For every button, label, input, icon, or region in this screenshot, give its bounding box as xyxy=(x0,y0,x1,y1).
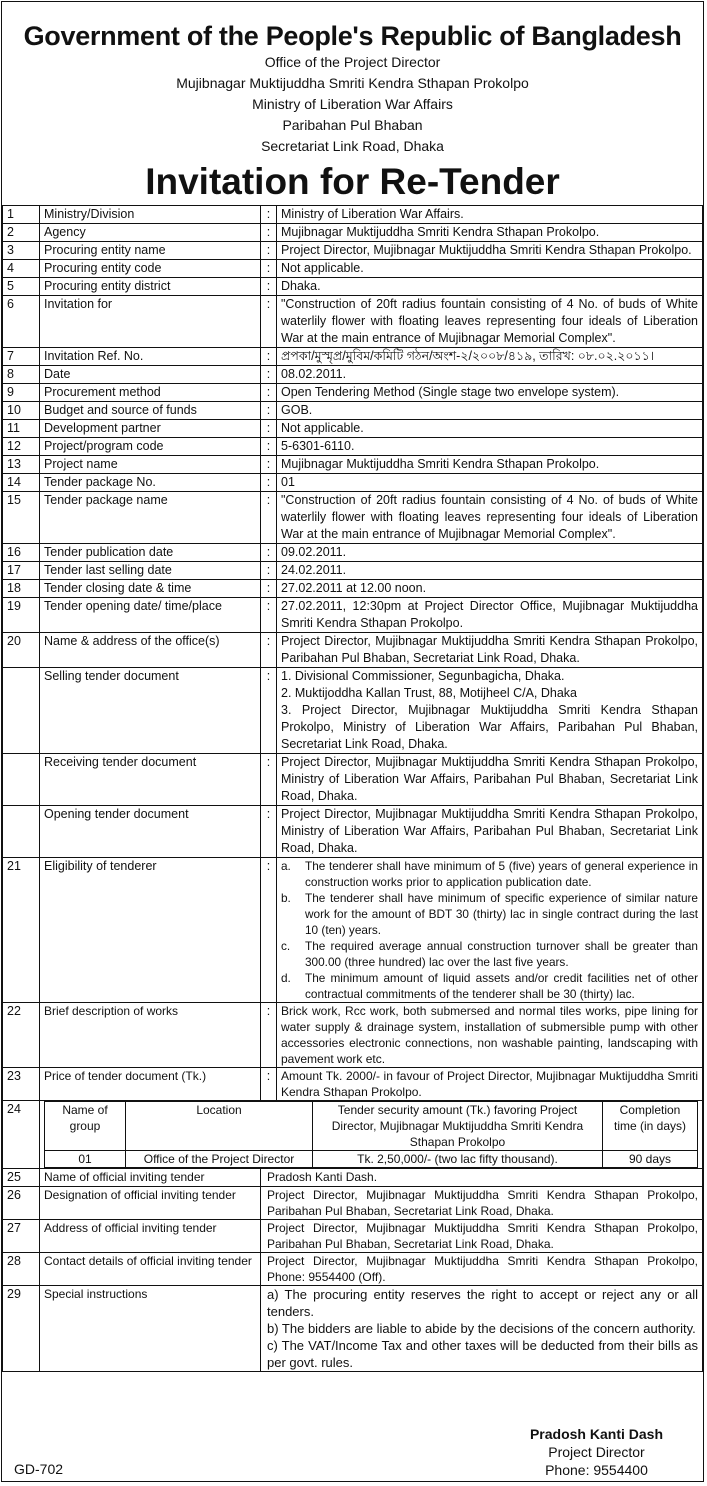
row-label: Project/program code xyxy=(40,438,261,456)
row-value: প্রপকা/মুস্মৃপ্র/মুবিম/কমিটি গঠন/অংশ-২/২০০৮/৪১৯, তারিখ: ০৮.০২.২০১১। xyxy=(277,348,703,366)
row-value: Project Director, Mujibnagar Muktijuddha Smriti Kendra Sthapan Prokolpo, Paribahan Pul Bhaban, Secretariat Link Road, Dhaka. xyxy=(277,633,703,668)
table-row xyxy=(3,384,703,402)
row-colon: : xyxy=(261,278,277,296)
row-value: 5-6301-6110. xyxy=(277,438,703,456)
row-number: 25 xyxy=(3,1169,40,1187)
row-label: Tender closing date & time xyxy=(40,580,261,598)
row-number: 10 xyxy=(3,402,40,420)
row-colon: : xyxy=(261,1068,277,1101)
row-label: Contact details of official inviting tender xyxy=(40,1253,261,1286)
row-colon: : xyxy=(261,206,277,224)
row-colon: : xyxy=(261,420,277,438)
row-label: Opening tender document xyxy=(40,806,261,858)
table-row xyxy=(3,492,703,544)
grid-completion: 90 days xyxy=(603,1151,698,1168)
row-value: Project Director, Mujibnagar Muktijuddha Smriti Kendra Sthapan Prokolpo, Ministry of Liberation War Affairs, Paribahan Pul Bhaban, Secretariat Link Road, Dhaka. xyxy=(277,806,703,858)
row-number: 26 xyxy=(3,1187,40,1220)
table-row xyxy=(3,242,703,260)
row-label: Selling tender document xyxy=(40,668,261,754)
row-label: Invitation for xyxy=(40,296,261,348)
grid-header-location: Location xyxy=(126,1102,313,1151)
table-row xyxy=(3,1220,703,1253)
row-value: 08.02.2011. xyxy=(277,366,703,384)
row-label: Development partner xyxy=(40,420,261,438)
table-row xyxy=(3,296,703,348)
table-row xyxy=(3,1253,703,1286)
row-label: Name & address of the office(s) xyxy=(40,633,261,668)
header xyxy=(2,2,703,205)
table-row xyxy=(3,260,703,278)
table-row xyxy=(3,438,703,456)
grid-header-security: Tender security amount (Tk.) favoring Project Director, Mujibnagar Muktijuddha Smriti Kendra Sthapan Prokolpo xyxy=(313,1102,603,1151)
row-value: 27.02.2011 at 12.00 noon. xyxy=(277,580,703,598)
row-colon: : xyxy=(261,668,277,754)
row-colon: : xyxy=(261,633,277,668)
table-row xyxy=(3,420,703,438)
table-row xyxy=(3,633,703,668)
ad-code: GD-702 xyxy=(14,1461,64,1477)
row-colon: : xyxy=(261,1003,277,1068)
row-value: Project Director, Mujibnagar Muktijuddha Smriti Kendra Sthapan Prokolpo, Phone: 9554400 (Off). xyxy=(261,1253,703,1286)
table-row xyxy=(3,278,703,296)
signature-block xyxy=(530,1425,663,1479)
row-colon: : xyxy=(261,580,277,598)
row-value: Dhaka. xyxy=(277,278,703,296)
row-number: 19 xyxy=(3,598,40,633)
row-number: 12 xyxy=(3,438,40,456)
row-label: Agency xyxy=(40,224,261,242)
row-label: Special instructions xyxy=(40,1286,261,1372)
row-value: 01 xyxy=(277,474,703,492)
signatory-phone: Phone: 9554400 xyxy=(545,1462,648,1478)
row-value: Pradosh Kanti Dash. xyxy=(261,1169,703,1187)
table-row xyxy=(3,1169,703,1187)
row-label: Ministry/Division xyxy=(40,206,261,224)
row-colon: : xyxy=(261,296,277,348)
row-label: Tender opening date/ time/place xyxy=(40,598,261,633)
row-colon: : xyxy=(261,754,277,806)
table-row xyxy=(3,806,703,858)
row-number: 24 xyxy=(3,1101,40,1169)
government-title: Government of the People's Republic of Bangladesh xyxy=(23,21,682,51)
table-row xyxy=(3,668,703,754)
eligibility-item: a. The tenderer shall have minimum of 5 (five) years of general experience in construction works prior to application publication date. xyxy=(281,859,698,889)
tender-notice xyxy=(1,1,704,1482)
signatory-title: Project Director xyxy=(548,1444,645,1460)
table-row xyxy=(3,366,703,384)
row-number: 21 xyxy=(3,858,40,1003)
table-row xyxy=(3,598,703,633)
grid-group: 01 xyxy=(45,1151,126,1168)
notice-title: Invitation for Re-Tender xyxy=(145,161,560,202)
table-row xyxy=(3,580,703,598)
row-value: "Construction of 20ft radius fountain consisting of 4 No. of buds of White waterlily flower with floating leaves representing four ideals of Liberation War at the main entrance of Mujibnagar Memorial Complex". xyxy=(277,492,703,544)
row-value: Not applicable. xyxy=(277,260,703,278)
row-number: 11 xyxy=(3,420,40,438)
row-number: 17 xyxy=(3,562,40,580)
row-label: Budget and source of funds xyxy=(40,402,261,420)
grid-row xyxy=(45,1151,698,1168)
row-colon: : xyxy=(261,260,277,278)
row-value: 09.02.2011. xyxy=(277,544,703,562)
row-colon: : xyxy=(261,544,277,562)
row-label: Address of official inviting tender xyxy=(40,1220,261,1253)
eligibility-item: b. The tenderer shall have minimum of specific experience of similar nature work for the amount of BDT 30 (thirty) lac in single contract during the last 10 (ten) years. xyxy=(281,891,698,937)
row-value xyxy=(277,668,703,754)
table-row xyxy=(3,858,703,1003)
grid-security: Tk. 2,50,000/- (two lac fifty thousand). xyxy=(313,1151,603,1168)
signatory-name: Pradosh Kanti Dash xyxy=(529,1426,663,1442)
row-value xyxy=(261,1286,703,1372)
row-label: Procuring entity code xyxy=(40,260,261,278)
row-colon: : xyxy=(261,384,277,402)
row-number: 28 xyxy=(3,1253,40,1286)
row-number: 16 xyxy=(3,544,40,562)
row-value: GOB. xyxy=(277,402,703,420)
row-colon: : xyxy=(261,402,277,420)
project-line: Mujibnagar Muktijuddha Smriti Kendra Sthapan Prokolpo xyxy=(176,75,529,91)
row-label: Procuring entity district xyxy=(40,278,261,296)
row-number: 23 xyxy=(3,1068,40,1101)
row-label: Procurement method xyxy=(40,384,261,402)
row-value xyxy=(277,858,703,1003)
row-label: Invitation Ref. No. xyxy=(40,348,261,366)
row-label: Tender package No. xyxy=(40,474,261,492)
row-value: Mujibnagar Muktijuddha Smriti Kendra Sthapan Prokolpo. xyxy=(277,456,703,474)
grid-header-group: Name of group xyxy=(45,1102,126,1151)
row-value: "Construction of 20ft radius fountain consisting of 4 No. of buds of White waterlily flower with floating leaves representing four ideals of Liberation War at the main entrance of Mujibnagar Memorial Complex". xyxy=(277,296,703,348)
row-value: Project Director, Mujibnagar Muktijuddha Smriti Kendra Sthapan Prokolpo, Ministry of Liberation War Affairs, Paribahan Pul Bhaban, Secretariat Link Road, Dhaka. xyxy=(277,754,703,806)
table-row xyxy=(3,1068,703,1101)
row-colon: : xyxy=(261,598,277,633)
row-number: 15 xyxy=(3,492,40,544)
table-row xyxy=(3,348,703,366)
row-number: 9 xyxy=(3,384,40,402)
group-grid xyxy=(44,1101,698,1168)
row-number: 27 xyxy=(3,1220,40,1253)
row-label: Procuring entity name xyxy=(40,242,261,260)
ministry-line: Ministry of Liberation War Affairs xyxy=(252,96,453,112)
row-value: 24.02.2011. xyxy=(277,562,703,580)
row-label: Tender package name xyxy=(40,492,261,544)
eligibility-item: c. The required average annual construction turnover shall be greater than 300.00 (three hundred) lac over the last five years. xyxy=(281,939,698,969)
row-value: Not applicable. xyxy=(277,420,703,438)
table-row xyxy=(3,206,703,224)
row-label: Brief description of works xyxy=(40,1003,261,1068)
row-colon: : xyxy=(261,366,277,384)
row-colon: : xyxy=(261,474,277,492)
special-a: a) The procuring entity reserves the right to accept or reject any or all tenders. xyxy=(267,1287,698,1319)
row-value: Open Tendering Method (Single stage two envelope system). xyxy=(277,384,703,402)
row-colon: : xyxy=(261,562,277,580)
table-row xyxy=(3,402,703,420)
row-number: 29 xyxy=(3,1286,40,1372)
office-line: Office of the Project Director xyxy=(264,54,441,70)
row-value: 27.02.2011, 12:30pm at Project Director Office, Mujibnagar Muktijuddha Smriti Kendra Sthapan Prokolpo. xyxy=(277,598,703,633)
table-row xyxy=(3,544,703,562)
eligibility-item: d. The minimum amount of liquid assets and/or credit facilities net of other contractual commitments of the tenderer shall be 30 (thirty) lac. xyxy=(281,971,698,1001)
row-label: Price of tender document (Tk.) xyxy=(40,1068,261,1101)
row-label: Name of official inviting tender xyxy=(40,1169,261,1187)
address-line: Secretariat Link Road, Dhaka xyxy=(261,138,444,154)
table-row xyxy=(3,1187,703,1220)
building-line: Paribahan Pul Bhaban xyxy=(282,117,423,133)
row-label: Designation of official inviting tender xyxy=(40,1187,261,1220)
table-row xyxy=(3,562,703,580)
row-colon: : xyxy=(261,438,277,456)
row-number: 20 xyxy=(3,633,40,668)
grid-header-row xyxy=(45,1102,698,1151)
selling-line-2: 2. Muktijoddha Kallan Trust, 88, Motijheel C/A, Dhaka xyxy=(281,686,577,700)
row-label: Project name xyxy=(40,456,261,474)
row-number: 2 xyxy=(3,224,40,242)
grid-header-completion: Completion time (in days) xyxy=(603,1102,698,1151)
table-row xyxy=(3,456,703,474)
row-label: Date xyxy=(40,366,261,384)
row-number: 22 xyxy=(3,1003,40,1068)
special-b: b) The bidders are liable to abide by the decisions of the concern authority. xyxy=(267,1321,696,1336)
row-value: Brick work, Rcc work, both submersed and normal tiles works, pipe lining for water supply & drainage system, installation of submersible pump with other accessories electronic connections, non washable painting, landscaping with pavement work etc. xyxy=(277,1003,703,1068)
row-number: 18 xyxy=(3,580,40,598)
row-label: Eligibility of tenderer xyxy=(40,858,261,1003)
row-value: Project Director, Mujibnagar Muktijuddha Smriti Kendra Sthapan Prokolpo. xyxy=(277,242,703,260)
row-colon: : xyxy=(261,224,277,242)
row-colon: : xyxy=(261,242,277,260)
table-row xyxy=(3,754,703,806)
row-colon: : xyxy=(261,858,277,1003)
row-number: 13 xyxy=(3,456,40,474)
selling-line-1: 1. Divisional Commissioner, Segunbagicha, Dhaka. xyxy=(281,669,565,683)
row-number: 6 xyxy=(3,296,40,348)
row-colon: : xyxy=(261,806,277,858)
row-number: 14 xyxy=(3,474,40,492)
row-value: Mujibnagar Muktijuddha Smriti Kendra Sthapan Prokolpo. xyxy=(277,224,703,242)
row-colon: : xyxy=(261,456,277,474)
table-row xyxy=(3,224,703,242)
table-row xyxy=(3,1286,703,1372)
special-c: c) The VAT/Income Tax and other taxes will be deducted from their bills as per govt. rules. xyxy=(267,1338,698,1370)
row-colon: : xyxy=(261,492,277,544)
tender-table xyxy=(2,205,703,1372)
row-value: Project Director, Mujibnagar Muktijuddha Smriti Kendra Sthapan Prokolpo, Paribahan Pul Bhaban, Secretariat Link Road, Dhaka. xyxy=(261,1220,703,1253)
grid-location: Office of the Project Director xyxy=(126,1151,313,1168)
row-value: Ministry of Liberation War Affairs. xyxy=(277,206,703,224)
group-grid-cell xyxy=(40,1101,703,1169)
row-label: Receiving tender document xyxy=(40,754,261,806)
row-number: 3 xyxy=(3,242,40,260)
row-number: 7 xyxy=(3,348,40,366)
row-label: Tender last selling date xyxy=(40,562,261,580)
row-colon: : xyxy=(261,348,277,366)
row-number: 5 xyxy=(3,278,40,296)
row-label: Tender publication date xyxy=(40,544,261,562)
row-number: 4 xyxy=(3,260,40,278)
table-row xyxy=(3,1003,703,1068)
table-row xyxy=(3,474,703,492)
table-row xyxy=(3,1101,703,1169)
row-value: Amount Tk. 2000/- in favour of Project Director, Mujibnagar Muktijuddha Smriti Kendra Sthapan Prokolpo. xyxy=(277,1068,703,1101)
row-number: 1 xyxy=(3,206,40,224)
row-number: 8 xyxy=(3,366,40,384)
selling-line-3: 3. Project Director, Mujibnagar Muktijuddha Smriti Kendra Sthapan Prokolpo, Ministry of Liberation War Affairs, Paribahan Pul Bhaban, Secretariat Link Road, Dhaka. xyxy=(281,703,698,751)
row-value: Project Director, Mujibnagar Muktijuddha Smriti Kendra Sthapan Prokolpo, Paribahan Pul Bhaban, Secretariat Link Road, Dhaka. xyxy=(261,1187,703,1220)
